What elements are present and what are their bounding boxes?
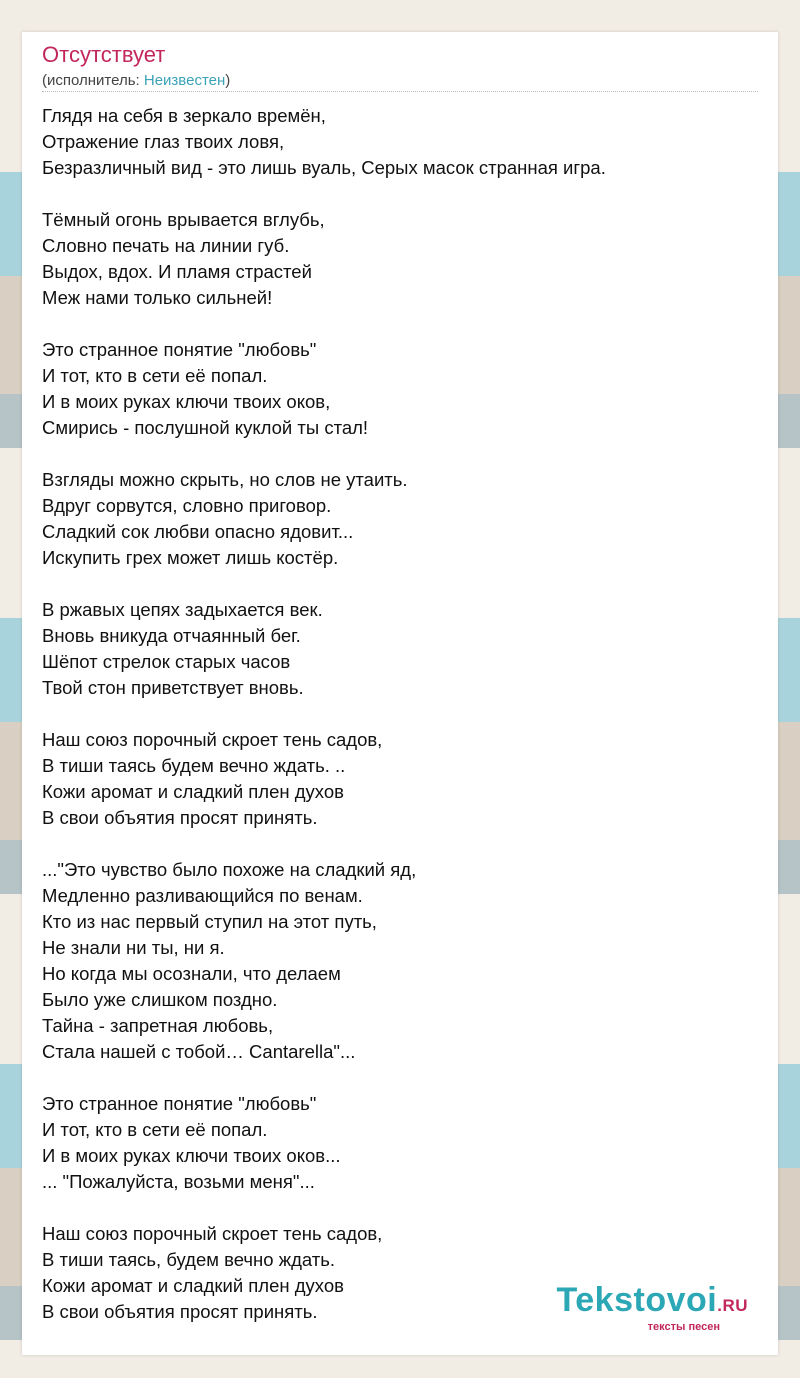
stanza — [42, 597, 758, 701]
lyric-line: Смирись - послушной куклой ты стал! — [42, 417, 369, 438]
lyric-line: Стала нашей с тобой… Cantarella"... — [42, 1041, 356, 1062]
lyric-line: Шёпот стрелок старых часов — [42, 651, 291, 672]
lyric-line: И тот, кто в сети её попал. — [42, 365, 268, 386]
lyric-line: ... "Пожалуйста, возьми меня"... — [42, 1171, 315, 1192]
lyric-line: Наш союз порочный скроет тень садов, — [42, 729, 383, 750]
lyric-line: Меж нами только сильней! — [42, 287, 273, 308]
lyric-line: Глядя на себя в зеркало времён, — [42, 105, 326, 126]
stanza — [42, 857, 758, 1065]
logo-tld: .RU — [717, 1296, 748, 1315]
lyric-line: В тиши таясь, будем вечно ждать. — [42, 1249, 335, 1270]
artist-prefix: (исполнитель: — [42, 72, 144, 89]
lyric-line: Кожи аромат и сладкий плен духов — [42, 1275, 344, 1296]
lyric-line: Тёмный огонь врывается вглубь, — [42, 209, 325, 230]
lyric-line: В свои объятия просят принять. — [42, 807, 318, 828]
lyric-line: Взгляды можно скрыть, но слов не утаить. — [42, 469, 408, 490]
lyric-line: Вдруг сорвутся, словно приговор. — [42, 495, 332, 516]
lyrics-text — [42, 103, 758, 1351]
lyric-line: Это странное понятие "любовь" — [42, 1093, 317, 1114]
lyric-line: Вновь вникуда отчаянный бег. — [42, 625, 301, 646]
lyric-line: Наш союз порочный скроет тень садов, — [42, 1223, 383, 1244]
lyric-line: Это странное понятие "любовь" — [42, 339, 317, 360]
lyric-line: Твой стон приветствует вновь. — [42, 677, 304, 698]
song-title: Отсутствует — [42, 42, 166, 67]
lyric-line: И в моих руках ключи твоих оков... — [42, 1145, 341, 1166]
stanza — [42, 103, 758, 181]
lyric-line: И в моих руках ключи твоих оков, — [42, 391, 331, 412]
logo-main-text: Tekstovoi — [556, 1281, 718, 1319]
lyric-line: Безразличный вид - это лишь вуаль, Серых масок странная игра. — [42, 157, 606, 178]
lyric-line: И тот, кто в сети её попал. — [42, 1119, 268, 1140]
lyrics-card — [22, 32, 778, 1355]
lyric-line: Словно печать на линии губ. — [42, 235, 290, 256]
lyric-line: Но когда мы осознали, что делаем — [42, 963, 341, 984]
lyric-line: Сладкий сок любви опасно ядовит... — [42, 521, 354, 542]
artist-link[interactable]: Неизвестен — [143, 72, 226, 89]
stanza — [42, 467, 758, 571]
logo-wordmark — [557, 1283, 748, 1323]
lyric-line: В ржавых цепях задыхается век. — [42, 599, 323, 620]
site-logo[interactable] — [557, 1283, 748, 1333]
artist-line — [42, 72, 230, 89]
lyric-line: Искупить грех может лишь костёр. — [42, 547, 339, 568]
stanza — [42, 1091, 758, 1195]
lyric-line: Кожи аромат и сладкий плен духов — [42, 781, 344, 802]
lyric-line: Тайна - запретная любовь, — [42, 1015, 274, 1036]
lyric-line: Выдох, вдох. И пламя страстей — [42, 261, 312, 282]
lyric-line: Кто из нас первый ступил на этот путь, — [42, 911, 377, 932]
lyric-line: В свои объятия просят принять. — [42, 1301, 318, 1322]
lyric-line: Не знали ни ты, ни я. — [42, 937, 225, 958]
stanza — [42, 727, 758, 831]
lyric-line: Медленно разливающийся по венам. — [42, 885, 363, 906]
stanza — [42, 337, 758, 441]
lyric-line: ..."Это чувство было похоже на сладкий яд, — [42, 859, 417, 880]
title-divider — [42, 91, 758, 92]
logo-tagline: тексты песен — [647, 1321, 720, 1333]
artist-suffix: ) — [225, 72, 231, 89]
lyric-line: Было уже слишком поздно. — [42, 989, 278, 1010]
lyric-line: Отражение глаз твоих ловя, — [42, 131, 285, 152]
stanza — [42, 207, 758, 311]
lyric-line: В тиши таясь будем вечно ждать. .. — [42, 755, 346, 776]
